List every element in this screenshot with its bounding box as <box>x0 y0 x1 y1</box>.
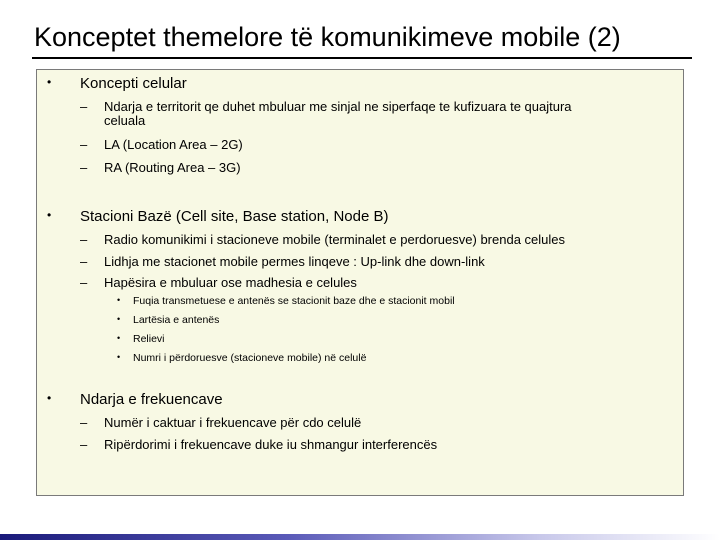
bullet: • <box>117 314 121 324</box>
sub-list-item-text: Lartësia e antenës <box>133 314 220 326</box>
bullet: • <box>117 352 121 362</box>
dash: – <box>80 232 88 247</box>
list-item-text: Hapësira e mbuluar ose madhesia e celules <box>104 275 357 290</box>
title-underline <box>32 57 692 59</box>
slide-title: Konceptet themelore të komunikimeve mobile (2) <box>34 22 621 52</box>
section-heading: Stacioni Bazë (Cell site, Base station, Node B) <box>80 208 389 225</box>
dash: – <box>80 160 88 175</box>
list-item-text: Ripërdorimi i frekuencave duke iu shmangur interferencës <box>104 437 438 452</box>
bullet: • <box>47 391 52 405</box>
list-item-text: LA (Location Area – 2G) <box>104 137 243 152</box>
dash: – <box>80 275 88 290</box>
dash: – <box>80 437 88 452</box>
section-heading: Ndarja e frekuencave <box>80 391 223 408</box>
bullet: • <box>117 333 121 343</box>
sub-list-item-text: Relievi <box>133 333 165 345</box>
section-heading: Koncepti celular <box>80 75 187 92</box>
dash: – <box>80 99 88 114</box>
list-item-text: Numër i caktuar i frekuencave për cdo celulë <box>104 415 362 430</box>
sub-list-item-text: Numri i përdoruesve (stacioneve mobile) në celulë <box>133 352 367 364</box>
content-box <box>36 69 684 496</box>
footer-gradient-bar <box>0 534 720 540</box>
bullet: • <box>47 208 52 222</box>
dash: – <box>80 254 88 269</box>
dash: – <box>80 415 88 430</box>
bullet: • <box>47 75 52 89</box>
bullet: • <box>117 295 121 305</box>
list-item-text: RA (Routing Area – 3G) <box>104 160 241 175</box>
list-item-text: Ndarja e territorit qe duhet mbuluar me sinjal ne siperfaqe te kufizuara te quajtura <box>104 99 572 114</box>
list-item-text: celuala <box>104 113 146 128</box>
dash: – <box>80 137 88 152</box>
list-item-text: Radio komunikimi i stacioneve mobile (terminalet e perdoruesve) brenda celules <box>104 232 565 247</box>
sub-list-item-text: Fuqia transmetuese e antenës se stacionit baze dhe e stacionit mobil <box>133 295 455 307</box>
list-item-text: Lidhja me stacionet mobile permes linqeve : Up-link dhe down-link <box>104 254 485 269</box>
